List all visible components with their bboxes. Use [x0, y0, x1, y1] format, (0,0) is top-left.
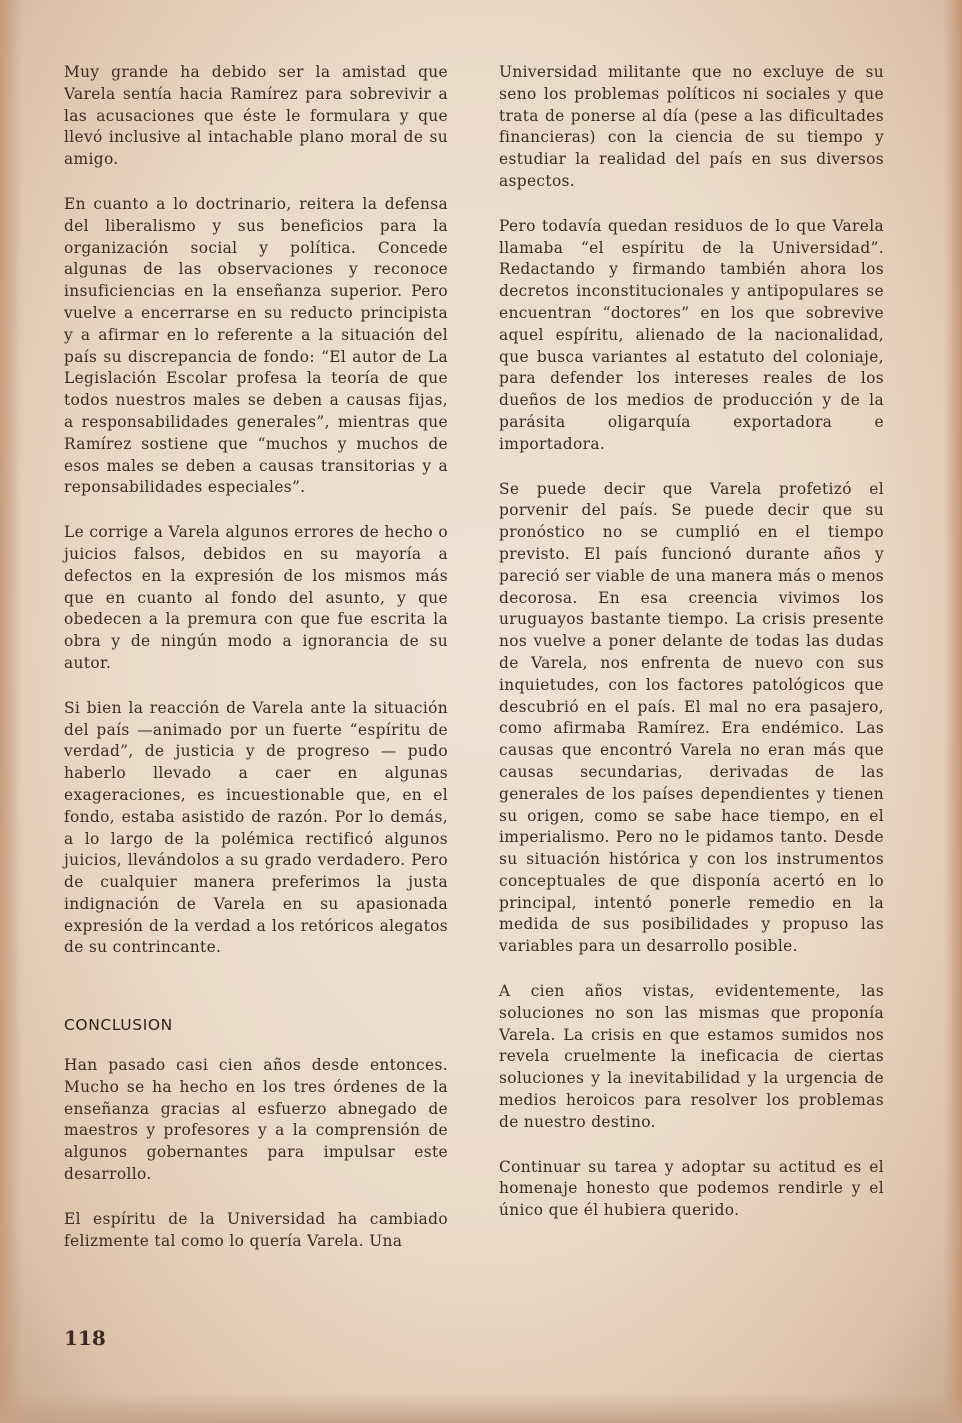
page-edge-shadow-left	[0, 0, 22, 1423]
paragraph: Se puede decir que Varela profetizó el porvenir del país. Se puede decir que su pronóstico no se cumplió en el tiempo previsto. El país funcionó durante años y pareció ser viable de una manera más o menos decorosa. En esa creencia vivimos los uruguayos bastante tiempo. La crisis presente nos vuelve a poner delante de todas las dudas de Varela, nos enfrenta de nuevo con sus inquietudes, con los factores patológicos que descubrió en el país. El mal no era pasajero, como afirmaba Ramírez. Era endémico. Las causas que encontró Varela no eran más que causas secundarias, derivadas de las generales de los países dependientes y tienen su origen, como se sabe hace tiempo, en el imperialismo. Pero no le pidamos tanto. Desde su situación histórica y con los instrumentos conceptuales de que disponía acertó en lo principal, intentó ponerle remedio en la medida de sus posibilidades y propuso las variables para un desarrollo posible.	[499, 479, 884, 956]
section-heading: CONCLUSION	[64, 1016, 173, 1035]
page-edge-shadow-bottom	[0, 1393, 962, 1423]
left-column	[64, 62, 448, 1275]
paragraph: Continuar su tarea y adoptar su actitud es el homenaje honesto que podemos rendirle y el único que él hubiera querido.	[499, 1157, 884, 1220]
paragraph: Si bien la reacción de Varela ante la situación del país —animado por un fuerte “espíritu de verdad”, de justicia y de progreso — pudo haberlo llevado a caer en algunas exageraciones, es incuestionable que, en el fondo, estaba asistido de razón. Por lo demás, a lo largo de la polémica rectificó algunos juicios, llevándolos a su grado verdadero. Pero de cualquier manera preferimos la justa indignación de Varela en su apasionada expresión de la verdad a los retóricos alegatos de su contrincante.	[64, 698, 448, 957]
paragraph: El espíritu de la Universidad ha cambiado felizmente tal como lo quería Varela. Una	[64, 1209, 448, 1250]
right-column	[499, 62, 884, 1245]
paragraph: En cuanto a lo doctrinario, reitera la defensa del liberalismo y sus beneficios para la organización social y política. Concede algunas de las observaciones y reconoce insuficiencias en la enseñanza superior. Pero vuelve a encerrarse en su reducto principista y a afirmar en lo referente a la situación del país su discrepancia de fondo: “El autor de La Legislación Escolar profesa la teoría de que todos nuestros males se deben a causas fijas, a responsabilidades generales”, mientras que Ramírez sostiene que “muchos y muchos de esos males se deben a causas transitorias y a reponsabilidades especiales”.	[64, 194, 448, 497]
paragraph: Han pasado casi cien años desde entonces. Mucho se ha hecho en los tres órdenes de la enseñanza gracias al esfuerzo abnegado de maestros y profesores y a la comprensión de algunos gobernantes para impulsar este desarrollo.	[64, 1056, 448, 1184]
page-number: 118	[64, 1326, 106, 1350]
paragraph: Universidad militante que no excluye de su seno los problemas políticos ni sociales y que trata de ponerse al día (pese a las dificultades financieras) con la ciencia de su tiempo y estudiar la realidad del país en sus diversos aspectos.	[499, 63, 884, 190]
page-edge-shadow-right	[944, 0, 962, 1423]
paragraph: Le corrige a Varela algunos errores de hecho o juicios falsos, debidos en su mayoría a defectos en la expresión de los mismos más que en cuanto al fondo del asunto, y que obedecen a la premura con que fue escrita la obra y de ningún modo a ignorancia de su autor.	[64, 523, 448, 672]
paragraph: Pero todavía quedan residuos de lo que Varela llamaba “el espíritu de la Universidad”. Redactando y firmando también ahora los decretos inconstitucionales y antipopulares se encuentran “doctores” en los que sobrevive aquel espíritu, alienado de la nacionalidad, que busca variantes al estatuto del coloniaje, para defender los intereses reales de los dueños de los medios de producción y de la parásita oligarquía exportadora e importadora.	[499, 216, 884, 453]
paragraph: A cien años vistas, evidentemente, las soluciones no son las mismas que proponía Varela. La crisis en que estamos sumidos nos revela cruelmente la ineficacia de ciertas soluciones y la inevitabilidad y la urgencia de medios heroicos para resolver los problemas de nuestro destino.	[499, 982, 884, 1131]
paragraph: Muy grande ha debido ser la amistad que Varela sentía hacia Ramírez para sobrevivir a las acusaciones que éste le formulara y que llevó inclusive al intachable plano moral de su amigo.	[64, 63, 448, 169]
